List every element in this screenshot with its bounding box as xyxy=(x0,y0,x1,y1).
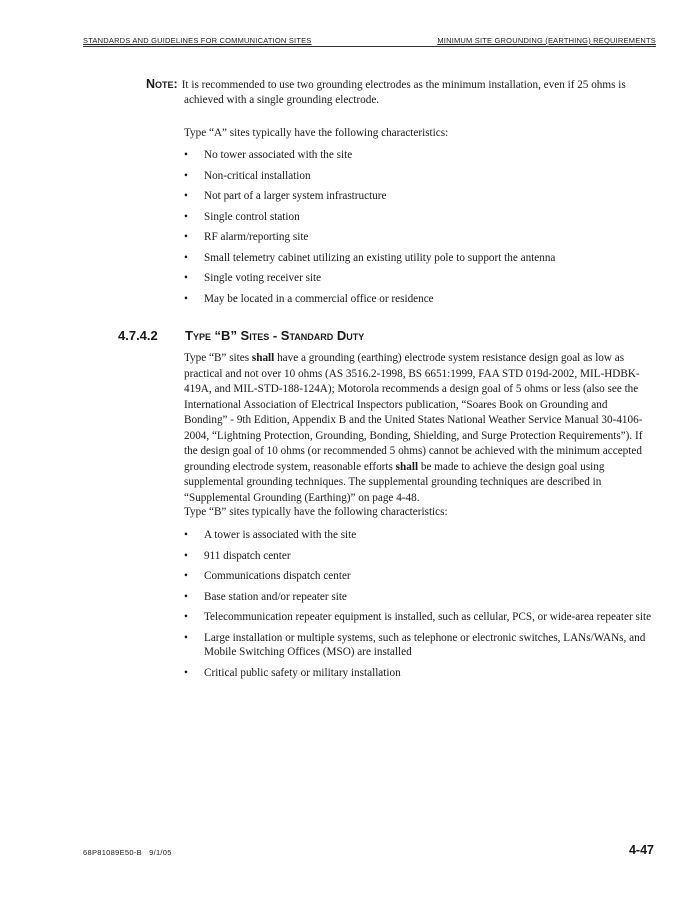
list-item: • Telecommunication repeater equipment is installed, such as cellular, PCS, or wide-area repeater site xyxy=(184,610,654,625)
paragraph-emphasis: shall xyxy=(395,460,419,473)
paragraph-text: be made to achieve the design goal using supplemental grounding techniques. The supplemental grounding techniques are described in “Supplemental Grounding (Earthing)” on page 4-48. xyxy=(184,460,605,504)
list-item: • No tower associated with the site xyxy=(184,148,654,163)
list-item: • Not part of a larger system infrastructure xyxy=(184,189,654,204)
type-a-list xyxy=(184,148,654,312)
document-id: 68P81089E50-B 9/1/05 xyxy=(83,848,172,857)
running-header-left: STANDARDS AND GUIDELINES FOR COMMUNICATION SITES xyxy=(83,36,312,45)
list-item: • Non-critical installation xyxy=(184,169,654,184)
type-a-intro: Type “A” sites typically have the following characteristics: xyxy=(184,127,449,139)
type-b-paragraph xyxy=(184,351,649,506)
list-item: • Small telemetry cabinet utilizing an existing utility pole to support the antenna xyxy=(184,251,654,266)
paragraph-emphasis: shall xyxy=(251,352,275,364)
list-item: • Single control station xyxy=(184,210,654,225)
section-heading xyxy=(118,328,364,343)
list-item: • Communications dispatch center xyxy=(184,569,654,584)
type-b-intro: Type “B” sites typically have the following characteristics: xyxy=(184,506,448,518)
list-item: • Single voting receiver site xyxy=(184,271,654,286)
section-number: 4.7.4.2 xyxy=(118,328,158,343)
note-text-line2: achieved with a single grounding electrode. xyxy=(184,94,380,106)
list-item: • Base station and/or repeater site xyxy=(184,590,654,605)
running-header-right: MINIMUM SITE GROUNDING (EARTHING) REQUIREMENTS xyxy=(437,36,656,45)
note-text-line1: It is recommended to use two grounding electrodes as the minimum installation, even if 25 ohms is xyxy=(181,79,626,91)
list-item: • Critical public safety or military installation xyxy=(184,666,654,681)
section-title: Type “B” Sites - Standard Duty xyxy=(185,328,365,343)
note-label: Note: xyxy=(146,77,178,91)
list-item: • RF alarm/reporting site xyxy=(184,230,654,245)
list-item: • A tower is associated with the site xyxy=(184,528,654,543)
list-item: • May be located in a commercial office or residence xyxy=(184,292,654,307)
list-item: • 911 dispatch center xyxy=(184,549,654,564)
paragraph-text: have a grounding (earthing) electrode system resistance design goal as low as practical and not over 10 ohms (AS 3516.2-1998, BS 6651:1999, FAA STD 019d-2002, MIL-HDBK-419A, and MIL-STD-188-124A); Motorola recommends a design goal of 5 ohms or less (also see the International Association of Electrical Inspectors publication, “Soares Book on Grounding and Bonding” - 9th Edition, Appendix B and the United States National Weather Service Manual 30-4106-2004, “Lightning Protection, Grounding, Bonding, Shielding, and Surge Protection Requirements”). If the design goal of 10 ohms (or recommended 5 ohms) cannot be achieved with the minimum accepted grounding electrode system, reasonable efforts xyxy=(184,352,643,473)
header-divider xyxy=(83,46,656,47)
note-block xyxy=(146,77,646,108)
list-item: • Large installation or multiple systems, such as telephone or electronic switches, LANs/WANs, and Mobile Switching Offices (MSO) are installed xyxy=(184,631,654,660)
type-b-list xyxy=(184,528,654,686)
paragraph-text: Type “B” sites xyxy=(184,352,252,364)
page-number: 4-47 xyxy=(628,843,654,857)
